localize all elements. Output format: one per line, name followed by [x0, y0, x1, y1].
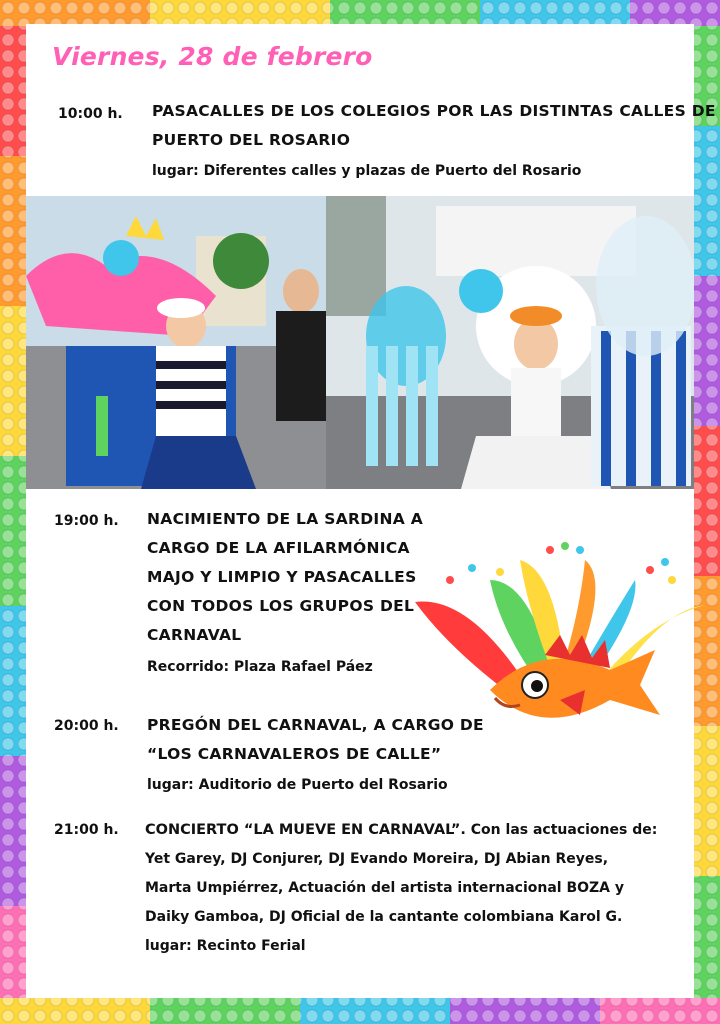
event-description [145, 816, 657, 961]
event-place: lugar: Diferentes calles y plazas de Puerto del Rosario [152, 163, 582, 179]
event-title-line: PREGÓN DEL CARNAVAL, A CARGO DE [147, 716, 484, 734]
event-title-line: CON TODOS LOS GRUPOS DEL [147, 597, 415, 615]
event-title: CONCIERTO “LA MUEVE EN CARNAVAL”. [145, 822, 466, 838]
event-place: Recorrido: Plaza Rafael Páez [147, 659, 373, 675]
event-title [152, 97, 716, 155]
event-time: 21:00 h. [54, 822, 119, 838]
right-photo [326, 196, 694, 489]
day-title: Viernes, 28 de febrero [52, 42, 373, 71]
event-title-line: “LOS CARNAVALEROS DE CALLE” [147, 745, 442, 763]
left-photo [26, 196, 326, 489]
event-title-line: CARNAVAL [147, 626, 242, 644]
event-time: 10:00 h. [58, 106, 123, 122]
event-title-line: PUERTO DEL ROSARIO [152, 131, 351, 149]
event-place: lugar: Auditorio de Puerto del Rosario [147, 777, 448, 793]
event-desc-line: Con las actuaciones de: [465, 822, 658, 838]
event-title [147, 711, 484, 769]
event-desc-line: Yet Garey, DJ Conjurer, DJ Evando Moreira, DJ Abian Reyes, [145, 851, 609, 867]
event-place: lugar: Recinto Ferial [145, 938, 306, 954]
event-title-line: CARGO DE LA AFILARMÓNICA [147, 539, 410, 557]
event-desc-line: Marta Umpiérrez, Actuación del artista internacional BOZA y [145, 880, 625, 896]
event-title-line: MAJO Y LIMPIO Y PASACALLES [147, 568, 417, 586]
event-title-line: NACIMIENTO DE LA SARDINA A [147, 510, 424, 528]
event-title-line: PASACALLES DE LOS COLEGIOS POR LAS DISTINTAS CALLES DE [152, 102, 716, 120]
event-time: 19:00 h. [54, 513, 119, 529]
event-desc-line: Daiky Gamboa, DJ Oficial de la cantante colombiana Karol G. [145, 909, 623, 925]
event-time: 20:00 h. [54, 718, 119, 734]
event-title [147, 505, 423, 650]
